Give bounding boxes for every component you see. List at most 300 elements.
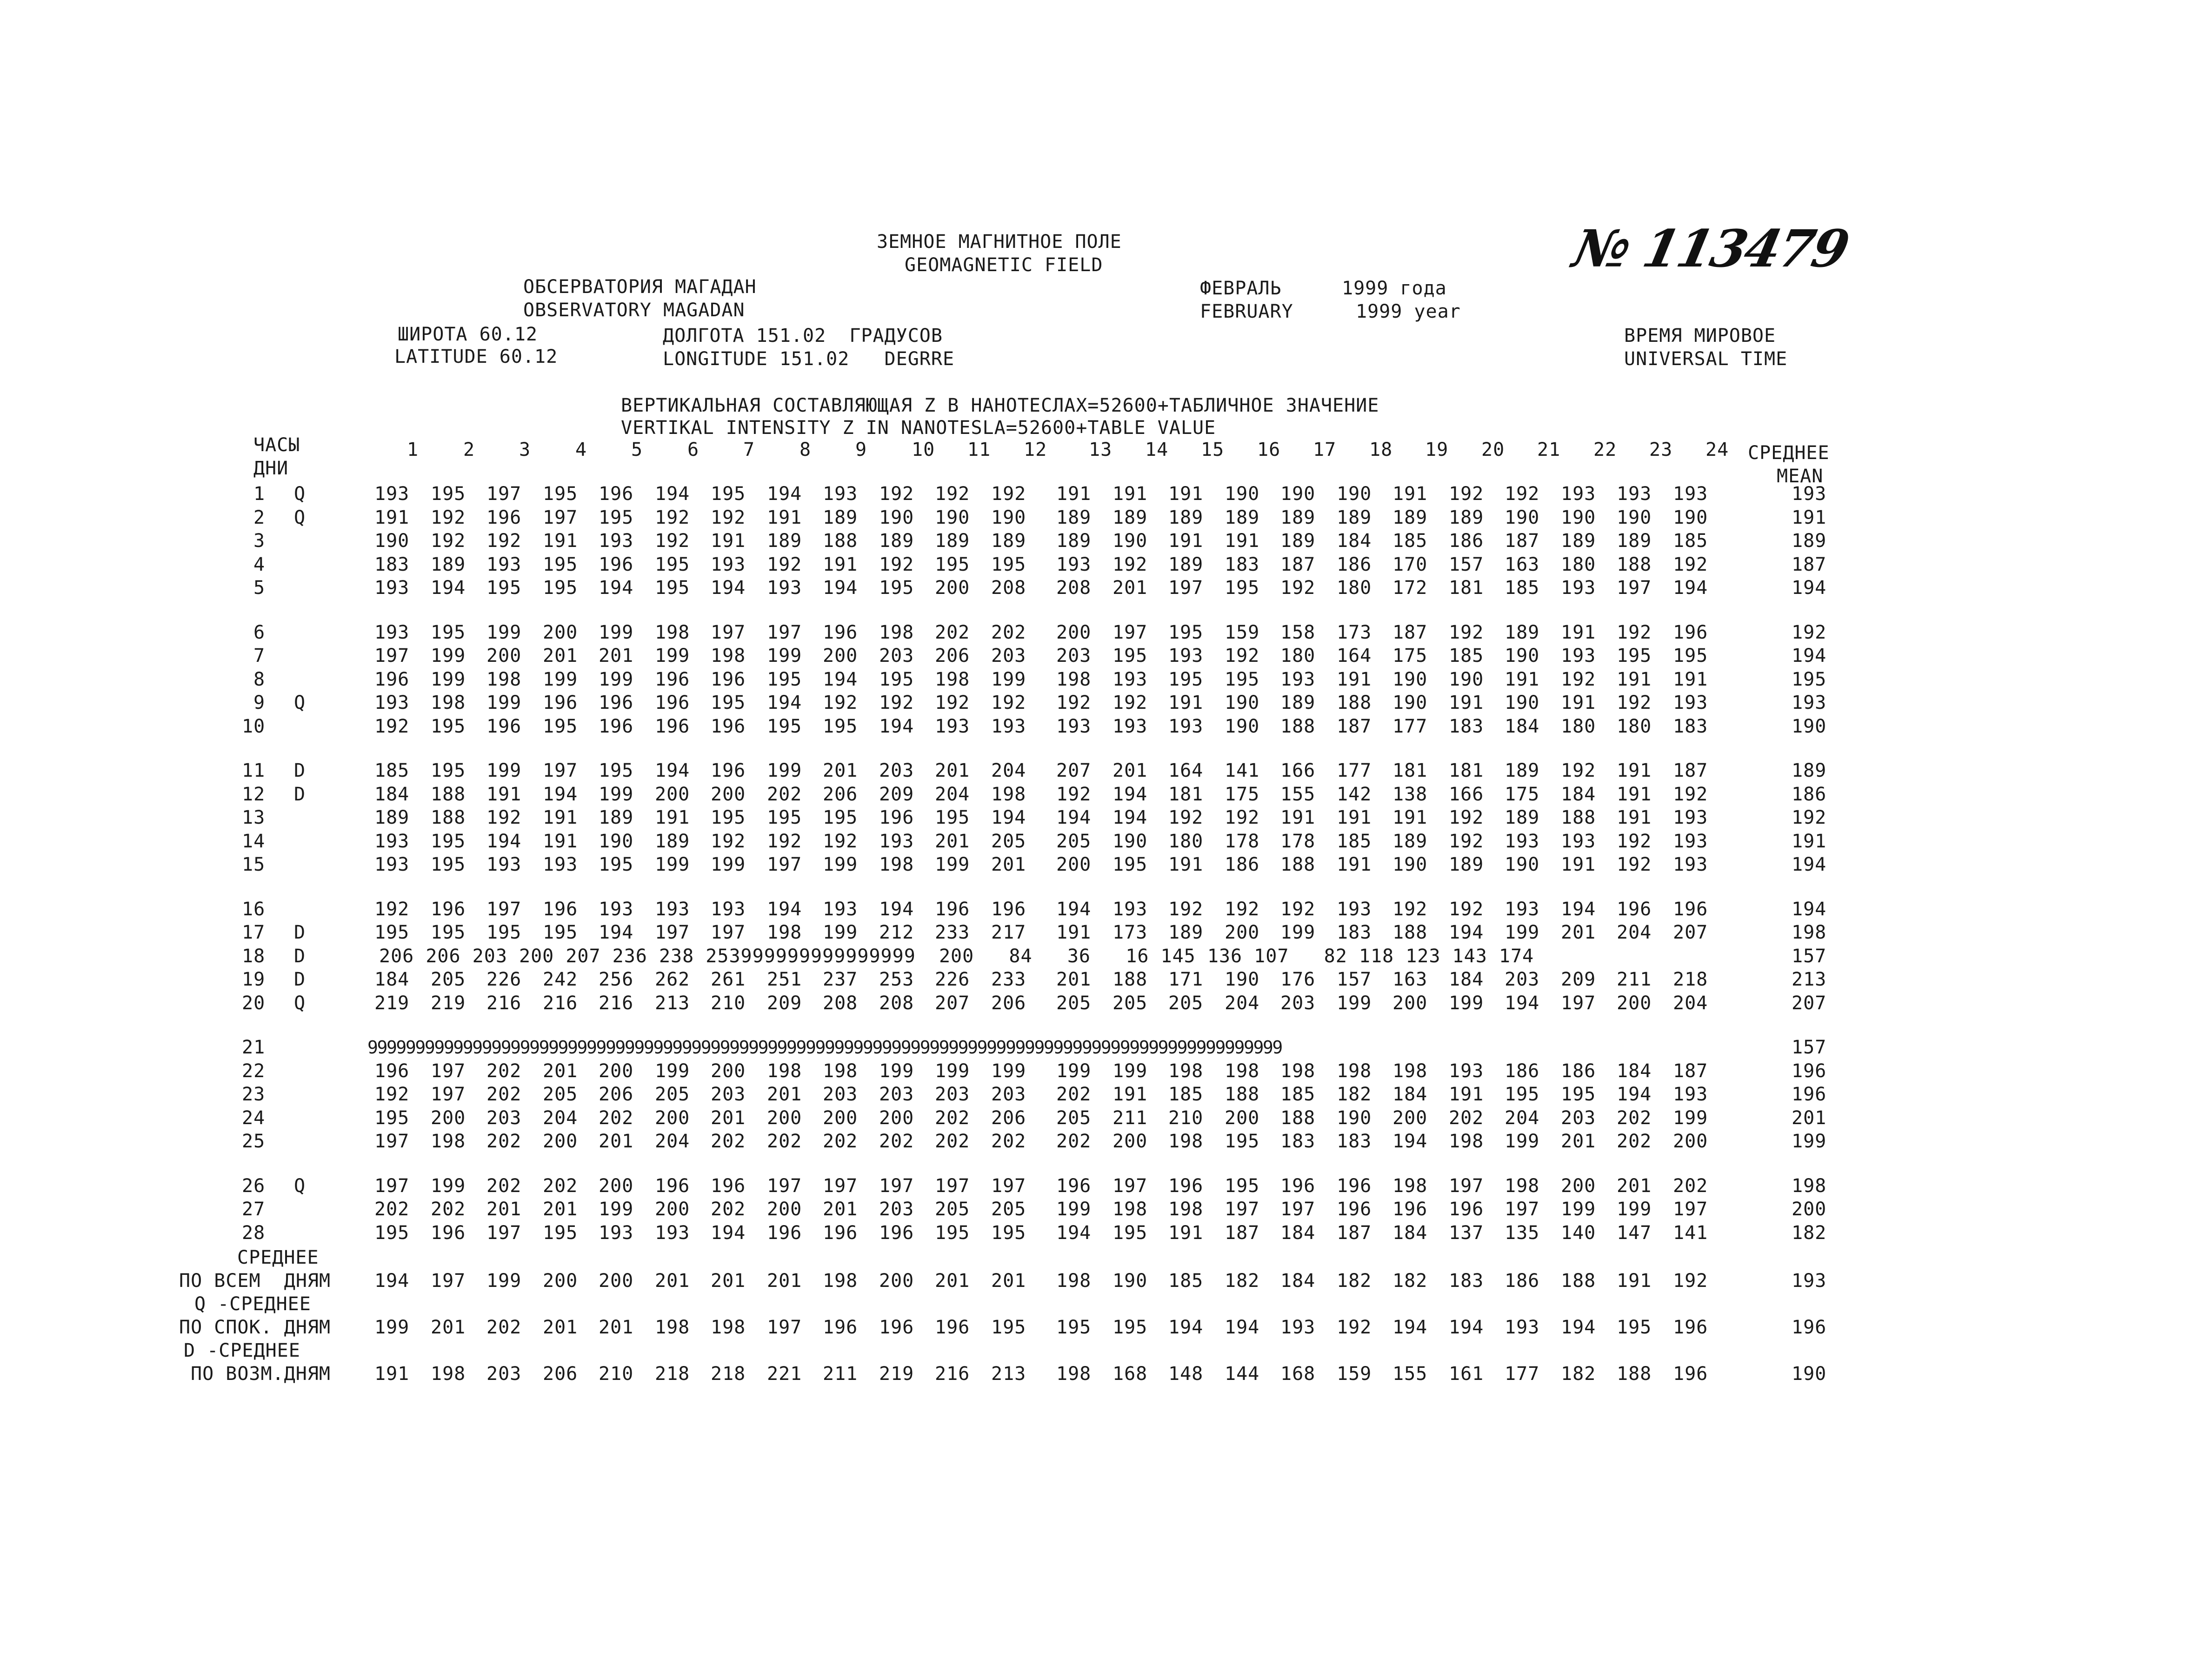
summary-cell: 198: [823, 1270, 858, 1292]
table-cell: 197: [1280, 1199, 1316, 1220]
table-cell: 197: [879, 1175, 914, 1197]
table-cell: 187: [1505, 530, 1540, 552]
table-cell: 200: [1113, 1131, 1148, 1152]
table-cell: 198: [1168, 1199, 1204, 1220]
table-cell: 193: [1113, 715, 1148, 737]
table-cell: 195: [431, 715, 466, 737]
table-cell: 190: [1225, 692, 1260, 713]
table-cell: 197: [486, 898, 522, 920]
summary-cell: 194: [1225, 1317, 1260, 1338]
summary-cell: 211: [823, 1363, 858, 1385]
table-cell: 192: [374, 898, 410, 920]
table-cell: 191: [1449, 1084, 1484, 1105]
table-cell: 193: [374, 854, 410, 875]
table-cell: 193: [374, 483, 410, 505]
table-cell: 196: [431, 1222, 466, 1244]
table-cell: 140: [1561, 1222, 1596, 1244]
table-cell: 191: [1056, 483, 1092, 505]
table-cell: 197: [1225, 1199, 1260, 1220]
table-cell: 208: [879, 992, 914, 1014]
table-cell: 193: [1673, 807, 1708, 828]
table-cell: 207: [1673, 922, 1708, 943]
table-cell: 204: [991, 760, 1026, 781]
table-cell: 200: [599, 1060, 634, 1082]
table-cell: 192: [1056, 783, 1092, 805]
table-cell: 189: [599, 807, 634, 828]
summary-cell: 200: [543, 1270, 578, 1292]
table-cell: 203: [879, 760, 914, 781]
table-cell: 205: [655, 1084, 690, 1105]
table-cell: 141: [1225, 760, 1260, 781]
table-cell: 185: [1168, 1084, 1204, 1105]
table-cell: 200: [1392, 992, 1428, 1014]
summary-cell: 201: [543, 1317, 578, 1338]
table-cell: 193: [1056, 553, 1092, 575]
hour-header: 9: [855, 439, 867, 460]
table-cell: 198: [655, 621, 690, 643]
table-cell: 201: [543, 1199, 578, 1220]
table-cell: 192: [1056, 692, 1092, 713]
table-cell: 202: [486, 1131, 522, 1152]
hour-header: 24: [1706, 439, 1729, 460]
table-cell: 196: [655, 715, 690, 737]
table-cell: 192: [1280, 577, 1316, 599]
table-cell: 180: [1561, 715, 1596, 737]
table-cell: 195: [1113, 645, 1148, 666]
table-cell: 251: [767, 969, 802, 990]
table-cell: 191: [1673, 668, 1708, 690]
table-cell: 197: [374, 1131, 410, 1152]
table-cell: 194: [711, 577, 746, 599]
table-cell: 194: [599, 922, 634, 943]
table-cell: 180: [1337, 577, 1372, 599]
table-cell: 203: [879, 1084, 914, 1105]
table-cell: 187: [1225, 1222, 1260, 1244]
table-cell: 191: [823, 553, 858, 575]
table-cell: 211: [1617, 969, 1652, 990]
table-cell: 202: [711, 1199, 746, 1220]
table-cell: 184: [1392, 1084, 1428, 1105]
table-cell: 194: [1505, 992, 1540, 1014]
table-cell: 210: [1168, 1107, 1204, 1129]
table-cell: 192: [431, 506, 466, 528]
table-cell: 192: [1225, 898, 1260, 920]
table-cell: 187: [1673, 760, 1708, 781]
table-cell: 196: [879, 807, 914, 828]
table-cell: 201: [599, 1131, 634, 1152]
table-cell: 202: [486, 1175, 522, 1197]
row-mean: 189: [1792, 760, 1827, 781]
table-cell: 192: [991, 483, 1026, 505]
table-cell: 181: [1168, 783, 1204, 805]
table-cell: 193: [767, 577, 802, 599]
table-cell: 187: [1392, 621, 1428, 643]
table-cell: 197: [543, 506, 578, 528]
table-cell: 166: [1280, 760, 1316, 781]
table-cell: 192: [823, 830, 858, 852]
table-cell: 189: [1280, 692, 1316, 713]
table-cell: 201: [543, 645, 578, 666]
table-cell: 193: [1561, 645, 1596, 666]
table-cell: 196: [823, 621, 858, 643]
table-cell: 199: [1056, 1060, 1092, 1082]
table-cell: 195: [374, 922, 410, 943]
summary-cell: 185: [1168, 1270, 1204, 1292]
table-cell: 193: [823, 483, 858, 505]
table-cell: 201: [1056, 969, 1092, 990]
table-cell: 261: [711, 969, 746, 990]
table-cell: 192: [935, 692, 970, 713]
table-cell: 189: [1505, 621, 1540, 643]
summary-cell: 199: [374, 1317, 410, 1338]
table-cell: 201: [1561, 922, 1596, 943]
table-cell: 185: [1673, 530, 1708, 552]
summary-cell: 182: [1561, 1363, 1596, 1385]
table-cell: 185: [1280, 1084, 1316, 1105]
table-cell: 194: [1113, 807, 1148, 828]
table-cell: 199: [767, 645, 802, 666]
summary-cell: 168: [1280, 1363, 1316, 1385]
hour-header: 23: [1649, 439, 1673, 460]
table-cell: 192: [1561, 668, 1596, 690]
table-cell: 189: [1337, 506, 1372, 528]
table-cell: 206: [991, 1107, 1026, 1129]
table-cell: 189: [879, 530, 914, 552]
table-cell: 193: [1113, 898, 1148, 920]
table-cell: 191: [1337, 668, 1372, 690]
table-cell: 192: [1673, 783, 1708, 805]
table-cell: 189: [655, 830, 690, 852]
summary-mean: 190: [1792, 1363, 1827, 1385]
table-cell: 197: [1168, 577, 1204, 599]
table-cell: 200: [879, 1107, 914, 1129]
summary-label: ПО СПОК. ДНЯМ: [179, 1317, 331, 1338]
table-cell: 195: [543, 483, 578, 505]
table-cell: 202: [1056, 1084, 1092, 1105]
table-cell: 192: [1392, 898, 1428, 920]
latitude-en: LATITUDE 60.12: [394, 346, 558, 367]
table-cell: 197: [1673, 1199, 1708, 1220]
table-cell: 193: [543, 854, 578, 875]
table-cell: 195: [767, 715, 802, 737]
table-cell: 180: [1561, 553, 1596, 575]
table-cell: 194: [767, 483, 802, 505]
table-cell: 194: [431, 577, 466, 599]
table-cell: 209: [1561, 969, 1596, 990]
table-cell: 195: [1168, 668, 1204, 690]
table-cell: 205: [431, 969, 466, 990]
table-cell: 199: [1337, 992, 1372, 1014]
table-cell: 138: [1392, 783, 1428, 805]
summary-cell: 168: [1113, 1363, 1148, 1385]
table-cell: 193: [599, 898, 634, 920]
summary-cell: 194: [1561, 1317, 1596, 1338]
summary-cell: 201: [655, 1270, 690, 1292]
table-cell: 187: [1280, 553, 1316, 575]
table-cell: 195: [543, 715, 578, 737]
table-cell: 201: [1113, 760, 1148, 781]
row-mean: 194: [1792, 898, 1827, 920]
table-cell: 218: [1673, 969, 1708, 990]
table-cell: 193: [486, 854, 522, 875]
table-cell: 196: [655, 692, 690, 713]
table-cell: 199: [431, 1175, 466, 1197]
table-cell: 190: [1392, 692, 1428, 713]
table-cell: 203: [1280, 992, 1316, 1014]
summary-cell: 195: [1056, 1317, 1092, 1338]
table-cell: 202: [711, 1131, 746, 1152]
table-cell: 193: [655, 1222, 690, 1244]
day-flag: Q: [294, 506, 306, 528]
table-cell: 191: [1168, 692, 1204, 713]
table-cell: 205: [1056, 830, 1092, 852]
table-cell: 202: [991, 621, 1026, 643]
summary-cell: 201: [991, 1270, 1026, 1292]
table-cell: 194: [1617, 1084, 1652, 1105]
summary-cell: 198: [1056, 1270, 1092, 1292]
table-cell: 203: [1505, 969, 1540, 990]
table-cell: 189: [1168, 553, 1204, 575]
table-cell: 192: [879, 483, 914, 505]
table-cell: 206: [599, 1084, 634, 1105]
table-cell: 202: [374, 1199, 410, 1220]
table-cell: 199: [599, 783, 634, 805]
table-cell: 195: [935, 553, 970, 575]
table-cell: 185: [1392, 530, 1428, 552]
table-cell: 163: [1392, 969, 1428, 990]
table-cell: 196: [655, 668, 690, 690]
table-cell: 191: [1617, 807, 1652, 828]
table-cell: 210: [711, 992, 746, 1014]
table-cell: 196: [711, 1175, 746, 1197]
table-cell: 189: [1056, 530, 1092, 552]
table-cell: 192: [767, 830, 802, 852]
table-cell: 193: [1113, 668, 1148, 690]
table-cell: 190: [1449, 668, 1484, 690]
table-cell: 192: [1561, 760, 1596, 781]
table-cell: 191: [1113, 1084, 1148, 1105]
table-cell: 203: [823, 1084, 858, 1105]
table-cell: 193: [1505, 830, 1540, 852]
table-cell: 191: [1392, 483, 1428, 505]
table-cell: 155: [1280, 783, 1316, 805]
table-cell: 200: [1225, 1107, 1260, 1129]
table-cell: 191: [543, 807, 578, 828]
table-cell: 199: [1505, 922, 1540, 943]
table-cell: 194: [599, 577, 634, 599]
table-cell: 190: [1280, 483, 1316, 505]
row-mean: 193: [1792, 483, 1827, 505]
table-cell: 195: [879, 577, 914, 599]
table-cell: 191: [655, 807, 690, 828]
table-cell: 195: [1225, 577, 1260, 599]
table-cell: 203: [935, 1084, 970, 1105]
table-cell: 197: [431, 1084, 466, 1105]
table-cell: 199: [935, 854, 970, 875]
table-cell: 198: [991, 783, 1026, 805]
table-cell: 192: [486, 807, 522, 828]
day-flag: Q: [294, 483, 306, 505]
day-number: 8: [253, 668, 266, 690]
summary-cell: 193: [1505, 1317, 1540, 1338]
table-cell: 203: [991, 645, 1026, 666]
table-cell: 192: [1113, 553, 1148, 575]
table-cell: 203: [879, 645, 914, 666]
table-cell: 199: [1673, 1107, 1708, 1129]
table-cell: 193: [879, 830, 914, 852]
summary-cell: 216: [935, 1363, 970, 1385]
table-cell: 200: [711, 1060, 746, 1082]
table-cell: 188: [1280, 1107, 1316, 1129]
day-number: 3: [253, 530, 266, 552]
table-cell: 197: [1449, 1175, 1484, 1197]
row-mean: 194: [1792, 854, 1827, 875]
table-cell: 202: [1617, 1107, 1652, 1129]
table-cell: 202: [599, 1107, 634, 1129]
table-cell: 195: [655, 553, 690, 575]
summary-cell: 190: [1113, 1270, 1148, 1292]
table-cell: 194: [1056, 1222, 1092, 1244]
table-cell: 199: [991, 668, 1026, 690]
table-cell: 200: [599, 1175, 634, 1197]
table-cell: 200: [1673, 1131, 1708, 1152]
table-cell: 190: [1337, 1107, 1372, 1129]
table-cell: 196: [599, 553, 634, 575]
summary-cell: 197: [767, 1317, 802, 1338]
longitude-ru: ДОЛГОТА 151.02 ГРАДУСОВ: [663, 325, 943, 346]
hour-header: 16: [1257, 439, 1281, 460]
summary-cell: 196: [1673, 1363, 1708, 1385]
table-cell: 189: [1168, 922, 1204, 943]
table-cell: 184: [1505, 715, 1540, 737]
summary-cell: 200: [879, 1270, 914, 1292]
table-cell: 196: [1673, 621, 1708, 643]
summary-cell: 210: [599, 1363, 634, 1385]
table-cell: 192: [431, 530, 466, 552]
hour-header: 1: [407, 439, 419, 460]
table-cell: 191: [1617, 668, 1652, 690]
table-cell: 191: [1113, 483, 1148, 505]
table-cell: 199: [486, 692, 522, 713]
table-cell: 196: [374, 1060, 410, 1082]
table-cell: 195: [1225, 1131, 1260, 1152]
summary-cell: 194: [1449, 1317, 1484, 1338]
table-cell: 193: [1673, 483, 1708, 505]
table-cell: 206: [823, 783, 858, 805]
table-cell: 196: [1056, 1175, 1092, 1197]
table-cell: 194: [1561, 898, 1596, 920]
table-cell: 197: [486, 483, 522, 505]
row-mean: 199: [1792, 1131, 1827, 1152]
hour-header: 6: [687, 439, 700, 460]
table-cell: 192: [486, 530, 522, 552]
table-cell: 185: [1337, 830, 1372, 852]
table-cell: 216: [543, 992, 578, 1014]
table-cell: 211: [1113, 1107, 1148, 1129]
table-cell: 194: [655, 483, 690, 505]
table-cell: 192: [935, 483, 970, 505]
table-cell: 262: [655, 969, 690, 990]
table-cell: 202: [879, 1131, 914, 1152]
table-cell: 192: [991, 692, 1026, 713]
table-cell: 206: [935, 645, 970, 666]
table-cell: 192: [823, 692, 858, 713]
day-number: 28: [242, 1222, 266, 1244]
table-cell: 193: [1673, 692, 1708, 713]
table-cell: 190: [1225, 969, 1260, 990]
row-mean: 213: [1792, 969, 1827, 990]
table-cell: 199: [991, 1060, 1026, 1082]
table-cell: 183: [1337, 1131, 1372, 1152]
table-cell: 200: [1617, 992, 1652, 1014]
table-cell: 200: [1225, 922, 1260, 943]
table-cell: 202: [991, 1131, 1026, 1152]
table-cell: 190: [599, 830, 634, 852]
table-cell: 199: [431, 668, 466, 690]
table-cell: 192: [1449, 830, 1484, 852]
row-mean: 193: [1792, 692, 1827, 713]
day-number: 15: [242, 854, 266, 875]
table-cell: 194: [543, 783, 578, 805]
table-cell: 202: [767, 1131, 802, 1152]
summary-cell: 177: [1505, 1363, 1540, 1385]
table-cell: 202: [823, 1131, 858, 1152]
table-cell: 194: [1673, 577, 1708, 599]
table-cell: 195: [823, 715, 858, 737]
table-cell: 198: [1168, 1060, 1204, 1082]
table-cell: 157: [1337, 969, 1372, 990]
table-cell: 188: [823, 530, 858, 552]
table-cell: 193: [1673, 854, 1708, 875]
summary-cell: 155: [1392, 1363, 1428, 1385]
table-cell: 208: [823, 992, 858, 1014]
table-cell: 195: [991, 553, 1026, 575]
hour-header: 17: [1313, 439, 1337, 460]
table-cell: 196: [711, 668, 746, 690]
table-cell: 256: [599, 969, 634, 990]
summary-cell: 193: [1280, 1317, 1316, 1338]
row-mean: 189: [1792, 530, 1827, 552]
hour-header: 18: [1369, 439, 1393, 460]
day-flag: D: [294, 783, 306, 805]
table-cell: 253: [879, 969, 914, 990]
time-ru: ВРЕМЯ МИРОВОЕ: [1624, 325, 1776, 346]
hour-header: 14: [1145, 439, 1169, 460]
table-cell: 200: [767, 1199, 802, 1220]
table-cell: 204: [543, 1107, 578, 1129]
table-cell: 219: [431, 992, 466, 1014]
table-cell: 216: [486, 992, 522, 1014]
table-cell: 196: [1168, 1175, 1204, 1197]
table-cell: 198: [935, 668, 970, 690]
table-cell: 196: [767, 1222, 802, 1244]
table-cell: 190: [1225, 483, 1260, 505]
month-en: FEBRUARY: [1200, 301, 1293, 322]
summary-cell: 182: [1225, 1270, 1260, 1292]
table-cell: 191: [1168, 854, 1204, 875]
table-cell: 191: [767, 506, 802, 528]
table-cell: 195: [543, 553, 578, 575]
table-cell: 184: [1337, 530, 1372, 552]
table-cell: 199: [486, 760, 522, 781]
summary-cell: 184: [1280, 1270, 1316, 1292]
d-mean-header: D -СРЕДНЕЕ: [184, 1340, 300, 1361]
table-cell: 202: [486, 1060, 522, 1082]
table-cell: 184: [1392, 1222, 1428, 1244]
table-cell: 199: [543, 668, 578, 690]
table-cell: 193: [1337, 898, 1372, 920]
table-cell: 192: [1505, 483, 1540, 505]
